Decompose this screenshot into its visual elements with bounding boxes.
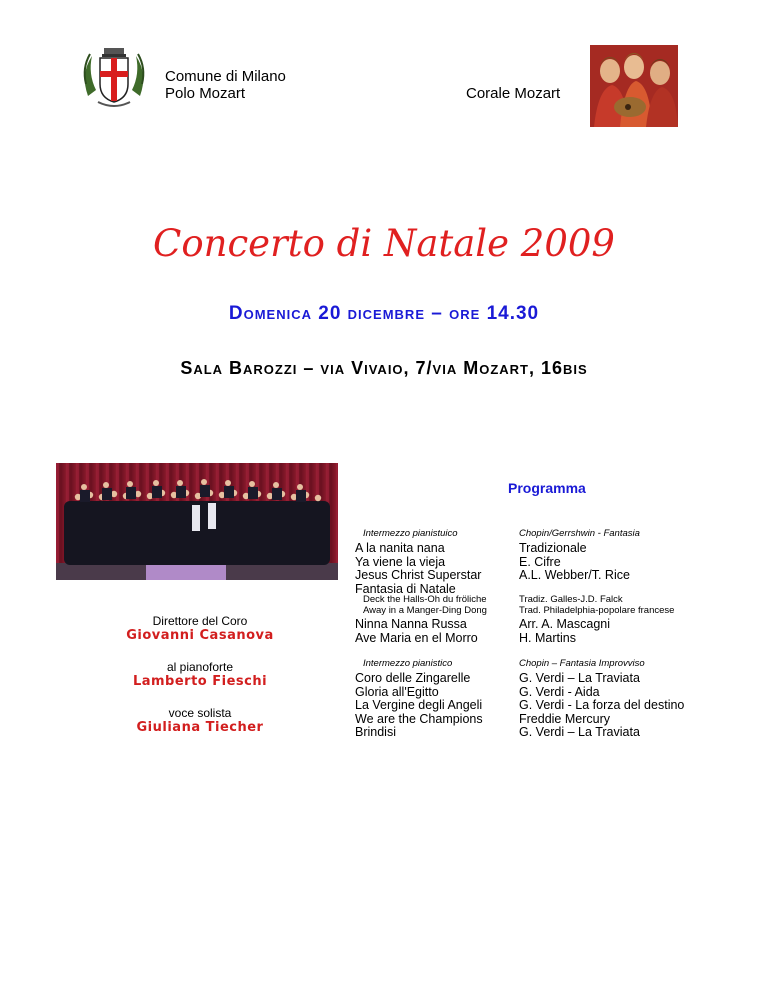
credit-role: Direttore del Coro xyxy=(152,614,248,628)
program-item: Jesus Christ Superstar xyxy=(355,568,482,582)
credit-role: al pianoforte xyxy=(166,660,234,674)
program-item: Coro delle Zingarelle xyxy=(355,671,471,685)
program-item: Brindisi xyxy=(355,725,396,739)
header-left-text xyxy=(165,68,286,102)
medley-item: Deck the Halls-Oh du fröliche xyxy=(363,594,487,605)
credit-name: Giovanni Casanova xyxy=(126,628,274,643)
program-heading: Programma xyxy=(508,480,586,496)
program-item: Ninna Nanna Russa xyxy=(355,617,467,631)
intermezzo-composer: Chopin/Gerrshwin - Fantasia xyxy=(519,528,640,539)
program-composer: G. Verdi - La forza del destino xyxy=(519,698,685,712)
intermezzo-label: Intermezzo pianistuico xyxy=(363,528,458,539)
credit-name: Giuliana Tiecher xyxy=(136,720,264,735)
program-composer: E. Cifre xyxy=(519,554,561,569)
credit-director xyxy=(110,614,290,643)
program-item: Gloria all'Egitto xyxy=(355,684,439,699)
program-item: Ya viene la vieja xyxy=(355,554,446,569)
program-composer: Arr. A. Mascagni xyxy=(519,617,611,631)
program-block2-titles xyxy=(355,594,487,645)
medley-composer: Trad. Philadelphia-popolare francese xyxy=(519,605,675,616)
program-item: Ave Maria en el Morro xyxy=(355,630,478,645)
program-block3-composers xyxy=(519,658,684,740)
program-composer: H. Martins xyxy=(519,630,576,645)
program-block2-composers xyxy=(519,594,674,645)
comune-label: Comune di Milano xyxy=(165,68,286,85)
program-item: A la nanita nana xyxy=(355,541,445,555)
concert-title: Concerto di Natale 2009 xyxy=(153,222,615,265)
credit-role: voce solista xyxy=(168,706,232,720)
medley-item: Away in a Manger-Ding Dong xyxy=(363,605,487,616)
date-time-line: Domenica 20 dicembre – ore 14.30 xyxy=(228,303,540,324)
program-block1-composers xyxy=(519,528,640,583)
program-item: Fantasia di Natale xyxy=(355,581,456,596)
venue-line: Sala Barozzi – via Vivaio, 7/via Mozart, 16bis xyxy=(180,358,588,378)
program-block1-titles xyxy=(355,528,481,596)
choir-group-photo xyxy=(56,463,338,580)
intermezzo-label: Intermezzo pianistico xyxy=(363,658,453,669)
credit-pianist xyxy=(110,660,290,689)
credit-name: Lamberto Fieschi xyxy=(132,674,268,689)
program-composer: G. Verdi – La Traviata xyxy=(519,725,640,739)
program-composer: G. Verdi - Aida xyxy=(519,684,600,699)
credit-soloist xyxy=(110,706,290,735)
polo-label: Polo Mozart xyxy=(165,85,246,102)
corale-label: Corale Mozart xyxy=(466,85,561,102)
angels-musicians-painting xyxy=(590,45,678,127)
program-composer: A.L. Webber/T. Rice xyxy=(519,568,630,582)
medley-composer: Tradiz. Galles-J.D. Falck xyxy=(519,594,623,605)
program-item: La Vergine degli Angeli xyxy=(355,698,483,712)
program-item: We are the Champions xyxy=(355,711,483,726)
milan-coat-of-arms-icon xyxy=(78,44,150,110)
program-composer: Tradizionale xyxy=(519,541,587,555)
program-block3-titles xyxy=(355,658,483,740)
program-composer: G. Verdi – La Traviata xyxy=(519,671,640,685)
intermezzo-composer: Chopin – Fantasia Improvviso xyxy=(519,658,645,669)
program-composer: Freddie Mercury xyxy=(519,711,610,726)
